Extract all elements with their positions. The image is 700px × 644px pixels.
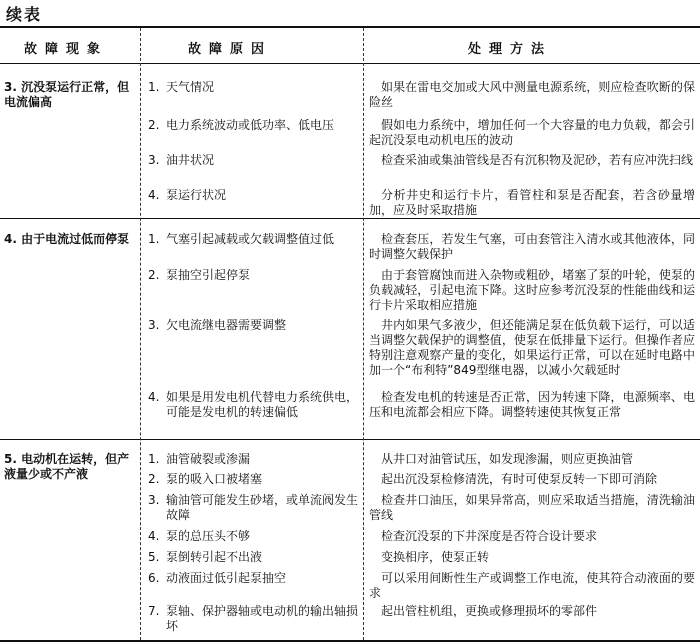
cause-cell: [148, 604, 358, 634]
section-divider: [0, 218, 700, 219]
cause-text: 输油管可能发生砂堵，或单流阀发生故障: [166, 493, 359, 522]
cause-number: 3.: [148, 153, 160, 167]
cause-cell: [148, 232, 358, 247]
header-phenomenon: 故障现象: [24, 42, 109, 57]
cause-number: 2.: [148, 268, 160, 282]
cause-text: 气塞引起减载或欠载调整值过低: [166, 232, 335, 246]
cause-text: 泵的总压头不够: [166, 529, 251, 543]
cause-text: 油井状况: [166, 153, 215, 167]
cause-text: 泵运行状况: [166, 188, 227, 202]
phenomenon-cell: 4. 由于电流过低而停泵: [4, 232, 130, 246]
method-cell: 井内如果气多液少，但还能满足泵在低负载下运行，可以适当调整欠载保护的调整值，使泵在低排量下运行。但操作者应特别注意观察产量的变化，如果运行正常，可以在延时电路中加一个“布利特”849型继电器，以减小欠载延时: [369, 318, 695, 377]
phenomenon-cell: 3. 沉没泵运行正常，但电流偏高: [4, 80, 130, 109]
cause-text: 泵的吸入口被堵塞: [166, 472, 263, 486]
column-divider: [140, 28, 141, 640]
cause-number: 4.: [148, 390, 160, 404]
cause-text: 如果是用发电机代替电力系统供电，可能是发电机的转速偏低: [166, 390, 359, 419]
method-cell: 由于套管腐蚀而进入杂物或粗砂，堵塞了泵的叶轮，使泵的负载减轻，引起电流下降。这时应参考沉没泵的性能曲线和运行卡片采取相应措施: [369, 268, 695, 312]
cause-cell: [148, 571, 358, 586]
cause-cell: [148, 472, 358, 487]
table-caption: 续表: [6, 5, 43, 24]
cause-text: 电力系统波动或低功率、低电压: [166, 118, 335, 132]
method-cell: 检查发电机的转速是否正常，因为转速下降，电源频率、电压和电流都会相应下降。调整转速使其恢复正常: [369, 390, 695, 419]
cause-text: 天气情况: [166, 80, 215, 94]
header-method: 处理方法: [468, 42, 553, 57]
cause-number: 5.: [148, 550, 160, 564]
table-top-rule: [0, 26, 700, 28]
method-cell: 起出沉没泵检修清洗，有时可使泵反转一下即可消除: [381, 472, 658, 486]
method-cell: 从井口对油管试压，如发现渗漏，则应更换油管: [381, 452, 634, 466]
cause-cell: [148, 268, 358, 283]
column-divider: [363, 28, 364, 640]
cause-cell: [148, 529, 358, 544]
cause-number: 1.: [148, 232, 160, 246]
method-cell: 假如电力系统中，增加任何一个大容量的电力负载，都会引起沉没泵电动机电压的波动: [369, 118, 695, 147]
method-cell: 检查井口油压，如果异常高，则应采取适当措施，清洗输油管线: [369, 493, 695, 522]
cause-cell: [148, 118, 358, 133]
cause-number: 7.: [148, 604, 160, 618]
cause-number: 2.: [148, 472, 160, 486]
section-divider: [0, 439, 700, 440]
cause-text: 油管破裂或渗漏: [166, 452, 251, 466]
table-bottom-rule: [0, 640, 700, 642]
method-cell: 如果在雷电交加或大风中测量电源系统，则应检查吹断的保险丝: [369, 80, 695, 109]
cause-text: 欠电流继电器需要调整: [166, 318, 287, 332]
method-cell: 检查套压，若发生气塞，可由套管注入清水或其他液体，同时调整欠载保护: [369, 232, 695, 261]
cause-text: 动液面过低引起泵抽空: [166, 571, 287, 585]
cause-number: 4.: [148, 529, 160, 543]
cause-number: 4.: [148, 188, 160, 202]
cause-text: 泵倒转引起不出液: [166, 550, 263, 564]
cause-cell: [148, 390, 358, 420]
cause-cell: [148, 318, 358, 333]
method-cell: 可以采用间断性生产或调整工作电流，使其符合动液面的要求: [369, 571, 695, 600]
phenomenon-cell: 5. 电动机在运转，但产液量少或不产液: [4, 452, 130, 481]
method-cell: 分析井史和运行卡片，看管柱和泵是否配套，若含砂量增加，应及时采取措施: [369, 188, 695, 217]
cause-cell: [148, 452, 358, 467]
method-cell: 起出管柱机组，更换或修理损坏的零部件: [381, 604, 598, 618]
method-cell: 检查采油或集油管线是否有沉积物及泥砂，若有应冲洗扫线: [381, 153, 694, 167]
header-rule: [0, 63, 700, 64]
cause-cell: [148, 153, 358, 168]
cause-number: 3.: [148, 493, 160, 507]
cause-cell: [148, 188, 358, 203]
cause-number: 6.: [148, 571, 160, 585]
cause-cell: [148, 550, 358, 565]
cause-text: 泵轴、保护器轴或电动机的输出轴损坏: [166, 604, 359, 633]
cause-text: 泵抽空引起停泵: [166, 268, 251, 282]
method-cell: 变换相序，使泵正转: [381, 550, 490, 564]
cause-number: 1.: [148, 452, 160, 466]
cause-number: 2.: [148, 118, 160, 132]
header-cause: 故障原因: [188, 42, 273, 57]
cause-number: 1.: [148, 80, 160, 94]
cause-cell: [148, 493, 358, 523]
cause-cell: [148, 80, 358, 95]
cause-number: 3.: [148, 318, 160, 332]
method-cell: 检查沉没泵的下井深度是否符合设计要求: [381, 529, 598, 543]
